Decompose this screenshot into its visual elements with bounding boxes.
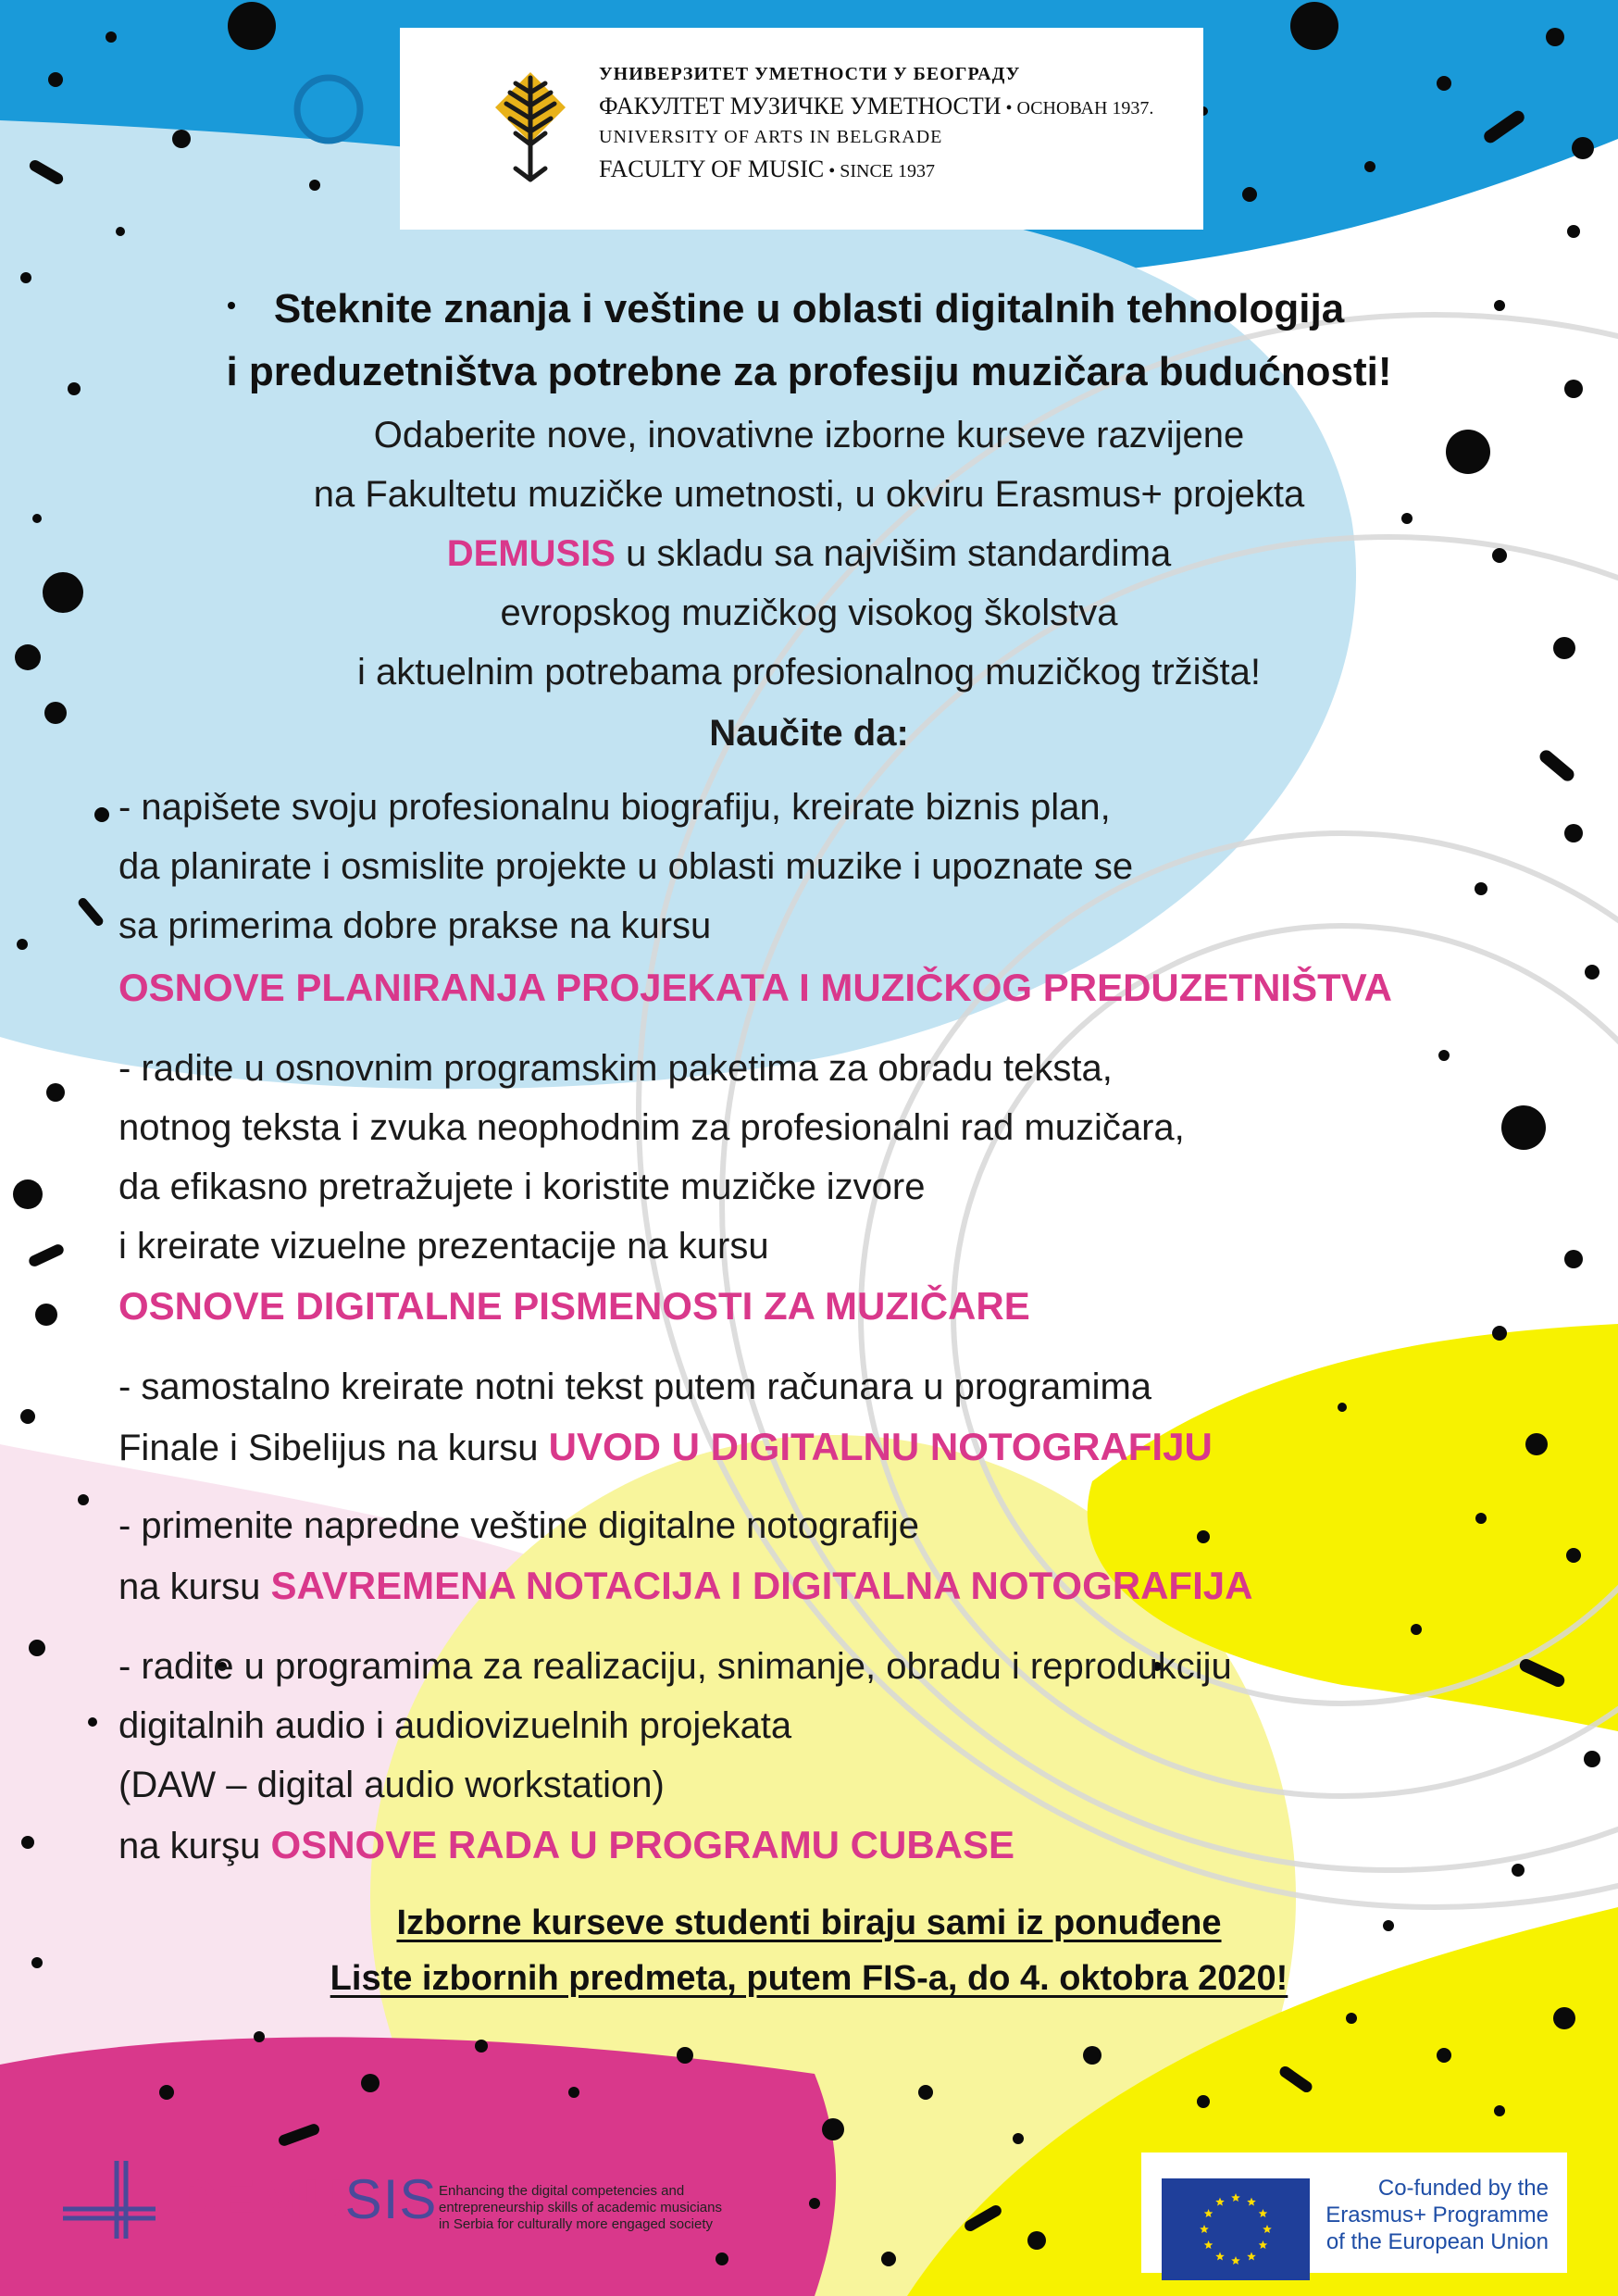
faculty-name [599, 65, 1153, 181]
course1-line-1: - napišete svoju profesionalnu biografiju, kreirate biznis plan, [118, 787, 1111, 828]
faculty-logo-box [400, 28, 1203, 230]
deadline-line-2-text: Liste izbornih predmeta, putem FIS-a, do 4. oktobra 2020! [330, 1959, 1288, 1998]
course1-line-2: da planirate i osmislite projekte u oblasti muzike i upoznate se [118, 846, 1134, 887]
intro-line-3 [0, 535, 1618, 572]
course4-line-1: - primenite napredne veštine digitalne notografije [118, 1505, 919, 1546]
course2-line-1: - radite u osnovnim programskim paketima za obradu teksta, [118, 1048, 1113, 1089]
eu-cofunding-text [1317, 2176, 1549, 2255]
demusis-cross-icon [59, 2157, 159, 2242]
course5-line-4 [118, 1823, 1015, 1866]
eu-flag-icon [1162, 2178, 1310, 2280]
course2-line-3: da efikasno pretražujete i koristite muzičke izvore [118, 1167, 926, 1207]
demusis-desc-line-3: in Serbia for culturally more engaged society [439, 2216, 713, 2232]
faculty-cyrillic [599, 94, 1153, 119]
intro-line-5: i aktuelnim potrebama profesionalnog muzičkog tržišta! [356, 652, 1262, 693]
demusis-logo [59, 2146, 781, 2248]
faculty-latin [599, 157, 1153, 181]
demusis-wordmark-end: SIS [344, 2168, 438, 2230]
learn-heading: Naučite da: [709, 713, 909, 754]
course5-line-2: digitalnih audio i audiovizuelnih projekata [118, 1705, 792, 1746]
demusis-desc-line-1: Enhancing the digital competencies and [439, 2183, 685, 2199]
course2-line-4: i kreirate vizuelne prezentacije na kursu [118, 1226, 769, 1267]
deadline-line-1-text: Izborne kurseve studenti biraju sami iz ponuđene [396, 1903, 1222, 1942]
course5-line-1: - radite u programima za realizaciju, snimanje, obradu i reprodukciju [118, 1646, 1232, 1687]
demusis-highlight: DEMUSIS [446, 533, 616, 574]
faculty-latin-main: FACULTY OF MUSIC [599, 156, 825, 182]
course5-title: OSNOVE RADA U PROGRAMU CUBASE [270, 1823, 1015, 1866]
faculty-latin-year: • SINCE 1937 [824, 161, 936, 181]
university-cyrillic: УНИВЕРЗИТЕТ УМЕТНОСТИ У БЕОГРАДУ [599, 64, 1021, 84]
deadline-line-1 [0, 1903, 1618, 1943]
tree-emblem-icon [488, 65, 573, 185]
eu-line-1: Co-funded by the [1377, 2176, 1549, 2201]
headline-line-1: Steknite znanja i veštine u oblasti digitalnih tehnologija [273, 286, 1345, 331]
deadline-line-2 [0, 1959, 1618, 1999]
demusis-description [439, 2183, 722, 2233]
course5-line-4-text: na kurşu [118, 1826, 271, 1866]
intro-line-4: evropskog muzičkog visokog školstva [500, 593, 1118, 633]
intro-line-2: na Fakultetu muzičke umetnosti, u okviru Erasmus+ projekta [313, 474, 1305, 515]
eu-line-2: Erasmus+ Programme [1326, 2202, 1549, 2227]
demusis-wordmark-main: DEMU [178, 2168, 345, 2230]
course2-line-2: notnog teksta i zvuka neophodnim za profesionalni rad muzičara, [118, 1107, 1185, 1148]
faculty-cyrillic-main: ФАКУЛТЕТ МУЗИЧКЕ УМЕТНОСТИ [599, 93, 1002, 119]
intro-line-1: Odaberite nove, inovativne izborne kurseve razvijene [373, 415, 1245, 455]
course4-line-2 [118, 1566, 1252, 1605]
course2-title: OSNOVE DIGITALNE PISMENOSTI ZA MUZIČARE [118, 1284, 1030, 1328]
course3-line-2 [118, 1425, 1213, 1468]
demusis-desc-line-2: entrepreneurship skills of academic musicians [439, 2200, 722, 2215]
course3-line-2-text: Finale i Sibelijus na kursu [118, 1428, 549, 1468]
intro-line-3-rest: u skladu sa najvišim standardima [615, 533, 1172, 574]
headline-line-2: i preduzetništva potrebne za profesiju muzičara budućnosti! [226, 349, 1392, 394]
course1-title: OSNOVE PLANIRANJA PROJEKATA I MUZIČKOG PREDUZETNIŠTVA [118, 966, 1392, 1009]
university-latin: UNIVERSITY OF ARTS IN BELGRADE [599, 127, 943, 147]
course3-line-1: - samostalno kreirate notni tekst putem računara u programima [118, 1366, 1152, 1407]
course1-line-3: sa primerima dobre prakse na kursu [118, 905, 712, 946]
faculty-cyrillic-year: • ОСНОВАН 1937. [1001, 98, 1154, 119]
demusis-wordmark [178, 2168, 438, 2230]
course4-title: SAVREMENA NOTACIJA I DIGITALNA NOTOGRAFIJA [270, 1564, 1253, 1607]
course3-title: UVOD U DIGITALNU NOTOGRAFIJU [548, 1425, 1213, 1468]
course5-line-3: (DAW – digital audio workstation) [118, 1765, 665, 1805]
course4-line-2-text: na kursu [118, 1566, 271, 1607]
eu-cofunding-box [1141, 2152, 1567, 2273]
eu-line-3: of the European Union [1326, 2228, 1549, 2254]
